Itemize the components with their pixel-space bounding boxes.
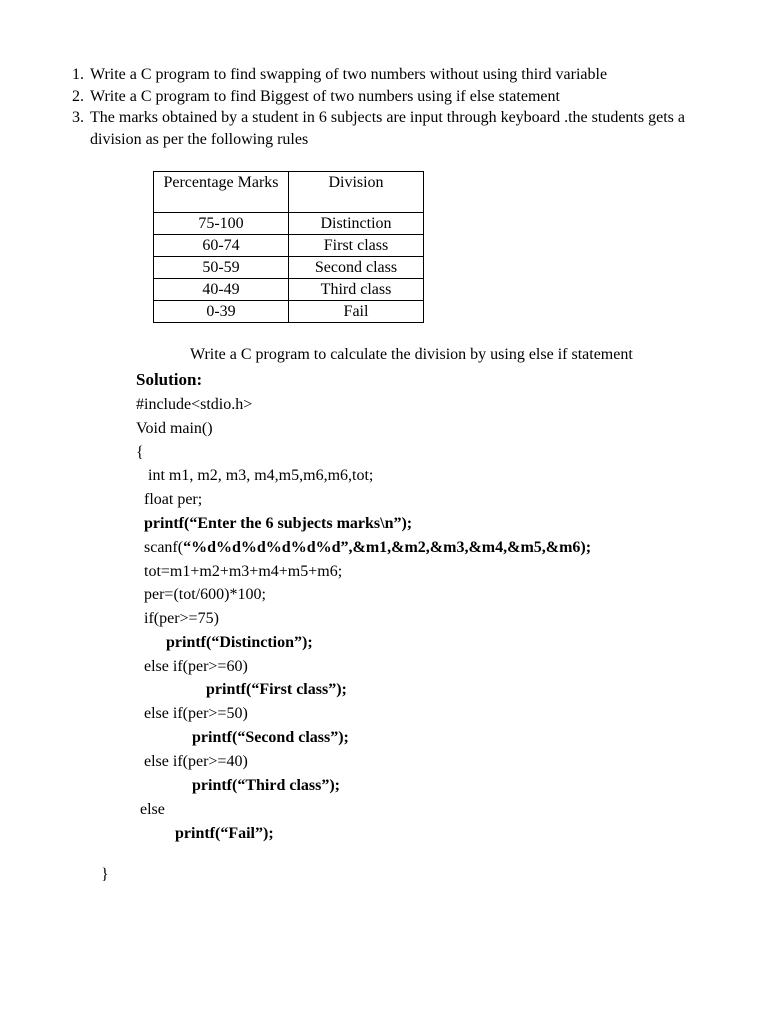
table-cell-percentage: 75-100 bbox=[154, 213, 289, 235]
question-item bbox=[72, 64, 712, 86]
code-line: printf(“Distinction”); bbox=[166, 634, 313, 651]
question-number: 2. bbox=[72, 87, 84, 105]
table-cell-percentage: 60-74 bbox=[154, 235, 289, 257]
question-list bbox=[72, 64, 712, 150]
question-item bbox=[72, 86, 712, 108]
table-cell-division: Fail bbox=[289, 301, 424, 323]
code-line: else if(per>=60) bbox=[144, 658, 248, 675]
code-line: printf(“Enter the 6 subjects marks\n”); bbox=[144, 515, 413, 532]
table-cell-division: Third class bbox=[289, 279, 424, 301]
question-text: Write a C program to find Biggest of two numbers using if else statement bbox=[90, 87, 560, 105]
code-line: #include<stdio.h> bbox=[136, 396, 253, 413]
table-cell-percentage: 0-39 bbox=[154, 301, 289, 323]
table-row bbox=[154, 301, 424, 323]
code-line: printf(“Fail”); bbox=[175, 825, 274, 842]
code-line: printf(“Third class”); bbox=[192, 777, 340, 794]
table-row bbox=[154, 235, 424, 257]
solution-heading: Solution: bbox=[136, 370, 203, 389]
code-line: per=(tot/600)*100; bbox=[144, 586, 266, 603]
table-cell-division: First class bbox=[289, 235, 424, 257]
code-line: scanf(“%d%d%d%d%d%d”,&m1,&m2,&m3,&m4,&m5,&m6); bbox=[144, 539, 592, 556]
table-cell-division: Second class bbox=[289, 257, 424, 279]
code-line: float per; bbox=[144, 491, 203, 508]
code-line: else bbox=[140, 801, 165, 818]
column-header-percentage: Percentage Marks bbox=[154, 172, 289, 213]
code-line: else if(per>=40) bbox=[144, 753, 248, 770]
division-table bbox=[153, 171, 424, 323]
instruction-text: Write a C program to calculate the division by using else if statement bbox=[190, 346, 633, 363]
question-text: The marks obtained by a student in 6 subjects are input through keyboard .the students gets a division as per the following rules bbox=[90, 109, 685, 148]
question-number: 1. bbox=[72, 66, 84, 83]
code-line: { bbox=[136, 444, 144, 461]
table-row bbox=[154, 213, 424, 235]
code-line: printf(“First class”); bbox=[206, 681, 347, 698]
code-line: printf(“Second class”); bbox=[192, 729, 349, 746]
code-line: if(per>=75) bbox=[144, 610, 219, 627]
code-line: int m1, m2, m3, m4,m5,m6,m6,tot; bbox=[148, 467, 374, 484]
column-header-division: Division bbox=[289, 172, 424, 213]
question-item bbox=[72, 107, 712, 150]
table-row bbox=[154, 279, 424, 301]
table-header-row bbox=[154, 172, 424, 213]
table-cell-percentage: 50-59 bbox=[154, 257, 289, 279]
code-line: } bbox=[101, 866, 109, 883]
code-line: Void main() bbox=[136, 420, 213, 437]
code-line: else if(per>=50) bbox=[144, 705, 248, 722]
table-row bbox=[154, 257, 424, 279]
table-cell-percentage: 40-49 bbox=[154, 279, 289, 301]
question-number: 3. bbox=[72, 109, 84, 126]
code-line: tot=m1+m2+m3+m4+m5+m6; bbox=[144, 563, 343, 580]
table-cell-division: Distinction bbox=[289, 213, 424, 235]
question-text: Write a C program to find swapping of two numbers without using third variable bbox=[90, 66, 608, 83]
